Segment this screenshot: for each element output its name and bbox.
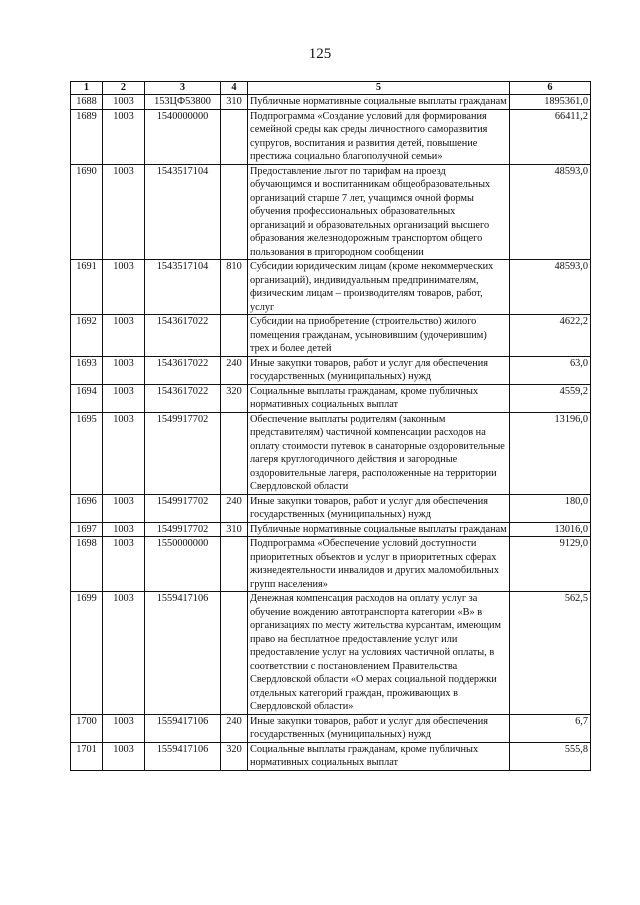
row-number: 1692 <box>71 315 103 357</box>
target-article-code: 1543517104 <box>145 260 221 315</box>
page-number: 125 <box>308 46 332 62</box>
target-article-code: 1550000000 <box>145 537 221 592</box>
row-description: Социальные выплаты гражданам, кроме публичных нормативных социальных выплат <box>248 742 510 770</box>
row-amount: 63,0 <box>510 356 591 384</box>
section-code: 1003 <box>103 592 145 715</box>
row-amount: 562,5 <box>510 592 591 715</box>
target-article-code: 1549917702 <box>145 412 221 494</box>
row-description: Обеспечение выплаты родителям (законным представителям) частичной компенсации расходов на оплату стоимости путевок в санаторные оздоровительные лагеря круглогодичного действия и загородные оздоровительные лагеря, расположенные на территории Свердловской области <box>248 412 510 494</box>
table-row <box>71 260 591 315</box>
column-header-6: 6 <box>510 82 591 95</box>
expense-type-code: 240 <box>221 714 248 742</box>
table-row <box>71 95 591 110</box>
section-code: 1003 <box>103 384 145 412</box>
row-number: 1699 <box>71 592 103 715</box>
expense-type-code <box>221 315 248 357</box>
table-row <box>71 356 591 384</box>
row-description: Подпрограмма «Создание условий для формирования семейной среды как среды личностного саморазвития супругов, воспитания и развития детей, повышение престижа социально благополучной семьи» <box>248 109 510 164</box>
row-number: 1696 <box>71 494 103 522</box>
section-code: 1003 <box>103 412 145 494</box>
row-number: 1689 <box>71 109 103 164</box>
column-header-2: 2 <box>103 82 145 95</box>
table-row <box>71 494 591 522</box>
expense-type-code: 240 <box>221 494 248 522</box>
section-code: 1003 <box>103 537 145 592</box>
table-row <box>71 522 591 537</box>
section-code: 1003 <box>103 714 145 742</box>
expense-type-code: 240 <box>221 356 248 384</box>
row-description: Публичные нормативные социальные выплаты гражданам <box>248 95 510 110</box>
row-number: 1694 <box>71 384 103 412</box>
target-article-code: 1549917702 <box>145 522 221 537</box>
table-row <box>71 714 591 742</box>
expense-type-code <box>221 592 248 715</box>
row-number: 1700 <box>71 714 103 742</box>
target-article-code: 1559417106 <box>145 742 221 770</box>
column-header-4: 4 <box>221 82 248 95</box>
table-row <box>71 592 591 715</box>
row-amount: 9129,0 <box>510 537 591 592</box>
row-description: Иные закупки товаров, работ и услуг для обеспечения государственных (муниципальных) нужд <box>248 714 510 742</box>
table-row <box>71 315 591 357</box>
row-amount: 48593,0 <box>510 164 591 260</box>
target-article-code: 153ЦФ53800 <box>145 95 221 110</box>
table-row <box>71 109 591 164</box>
table-row <box>71 384 591 412</box>
row-number: 1695 <box>71 412 103 494</box>
column-header-5: 5 <box>248 82 510 95</box>
row-amount: 6,7 <box>510 714 591 742</box>
row-number: 1698 <box>71 537 103 592</box>
row-description: Денежная компенсация расходов на оплату услуг за обучение вождению автотранспорта категории «В» в организациях по месту жительства курсантам, имеющим право на бесплатное предоставление услуг или предоставление услуг на условиях частичной оплаты, в соответствии с постановлением Правительства Свердловской области «О мерах социальной поддержки отдельных категорий граждан, проживающих в Свердловской области» <box>248 592 510 715</box>
expense-type-code <box>221 537 248 592</box>
expense-type-code: 310 <box>221 95 248 110</box>
target-article-code: 1543617022 <box>145 356 221 384</box>
expense-type-code: 310 <box>221 522 248 537</box>
row-amount: 13016,0 <box>510 522 591 537</box>
row-number: 1690 <box>71 164 103 260</box>
row-description: Предоставление льгот по тарифам на проезд обучающимся и воспитанникам общеобразовательных организаций старше 7 лет, учащимся очной формы обучения профессиональных образовательных организаций и образовательных организаций высшего образования железнодорожным транспортом общего пользования в пригородном сообщении <box>248 164 510 260</box>
target-article-code: 1559417106 <box>145 714 221 742</box>
row-amount: 66411,2 <box>510 109 591 164</box>
row-number: 1688 <box>71 95 103 110</box>
budget-table <box>70 81 591 771</box>
section-code: 1003 <box>103 95 145 110</box>
table-row <box>71 412 591 494</box>
target-article-code: 1543617022 <box>145 315 221 357</box>
section-code: 1003 <box>103 742 145 770</box>
expense-type-code: 810 <box>221 260 248 315</box>
row-amount: 1895361,0 <box>510 95 591 110</box>
row-description: Субсидии на приобретение (строительство) жилого помещения гражданам, усыновившим (удочерившим) трех и более детей <box>248 315 510 357</box>
row-amount: 4559,2 <box>510 384 591 412</box>
section-code: 1003 <box>103 494 145 522</box>
table-row <box>71 742 591 770</box>
target-article-code: 1549917702 <box>145 494 221 522</box>
target-article-code: 1540000000 <box>145 109 221 164</box>
section-code: 1003 <box>103 260 145 315</box>
row-description: Подпрограмма «Обеспечение условий доступности приоритетных объектов и услуг в приоритетных сферах жизнедеятельности инвалидов и других маломобильных групп населения» <box>248 537 510 592</box>
row-amount: 180,0 <box>510 494 591 522</box>
row-number: 1693 <box>71 356 103 384</box>
target-article-code: 1543617022 <box>145 384 221 412</box>
table-row <box>71 537 591 592</box>
target-article-code: 1559417106 <box>145 592 221 715</box>
row-amount: 48593,0 <box>510 260 591 315</box>
row-amount: 4622,2 <box>510 315 591 357</box>
expense-type-code <box>221 412 248 494</box>
section-code: 1003 <box>103 315 145 357</box>
row-number: 1701 <box>71 742 103 770</box>
row-number: 1691 <box>71 260 103 315</box>
header-row <box>71 82 591 95</box>
row-amount: 555,8 <box>510 742 591 770</box>
table-row <box>71 164 591 260</box>
row-description: Иные закупки товаров, работ и услуг для обеспечения государственных (муниципальных) нужд <box>248 494 510 522</box>
column-header-3: 3 <box>145 82 221 95</box>
row-description: Иные закупки товаров, работ и услуг для обеспечения государственных (муниципальных) нужд <box>248 356 510 384</box>
row-number: 1697 <box>71 522 103 537</box>
row-description: Субсидии юридическим лицам (кроме некоммерческих организаций), индивидуальным предпринимателям, физическим лицам – производителям товаров, работ, услуг <box>248 260 510 315</box>
section-code: 1003 <box>103 109 145 164</box>
target-article-code: 1543517104 <box>145 164 221 260</box>
section-code: 1003 <box>103 356 145 384</box>
expense-type-code: 320 <box>221 384 248 412</box>
section-code: 1003 <box>103 164 145 260</box>
row-amount: 13196,0 <box>510 412 591 494</box>
expense-type-code: 320 <box>221 742 248 770</box>
column-header-1: 1 <box>71 82 103 95</box>
expense-type-code <box>221 164 248 260</box>
row-description: Публичные нормативные социальные выплаты гражданам <box>248 522 510 537</box>
expense-type-code <box>221 109 248 164</box>
section-code: 1003 <box>103 522 145 537</box>
row-description: Социальные выплаты гражданам, кроме публичных нормативных социальных выплат <box>248 384 510 412</box>
